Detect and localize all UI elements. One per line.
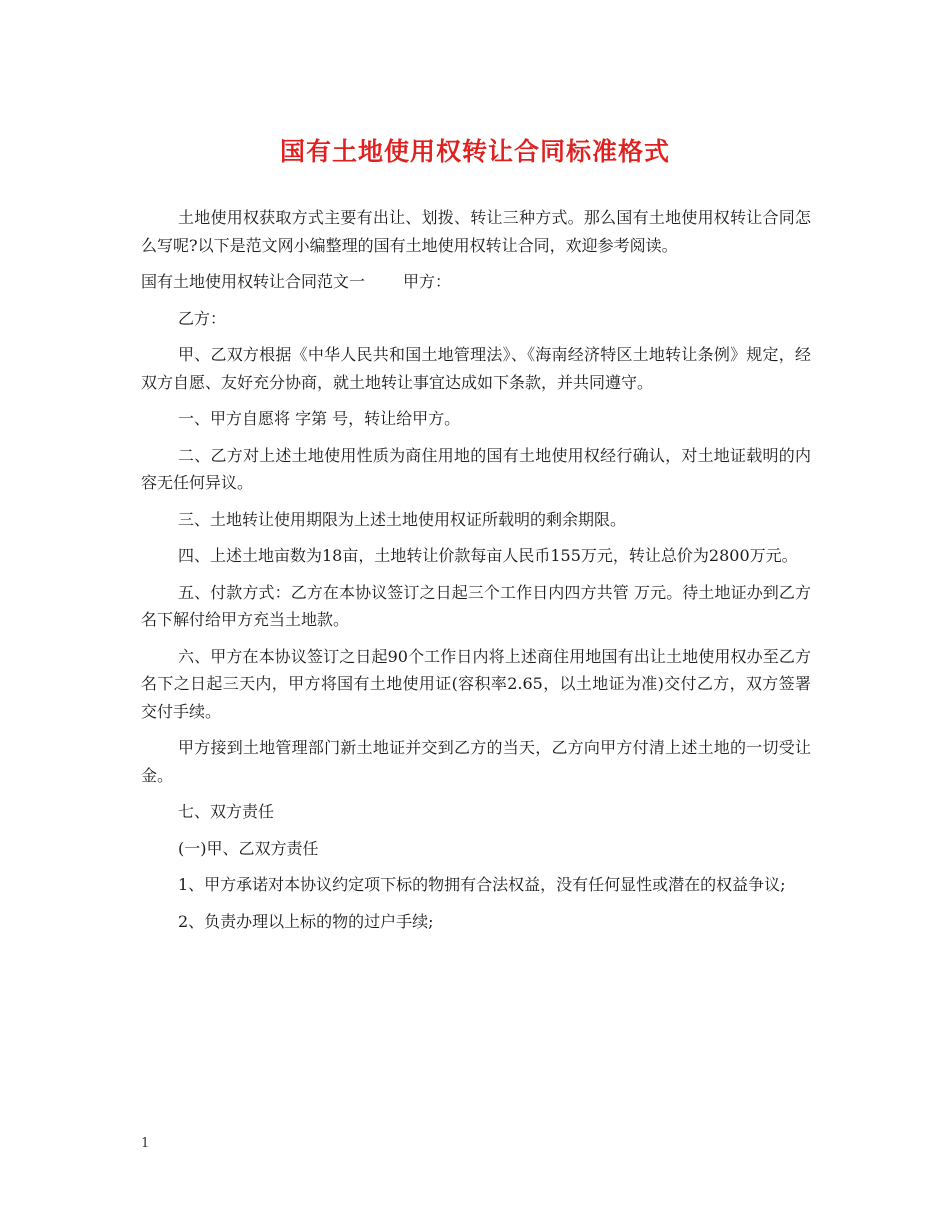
clause-7-item-1: 1、甲方承诺对本协议约定项下标的物拥有合法权益，没有任何显性或潜在的权益争议; (178, 875, 786, 894)
clause-2: 二、乙方对上述土地使用性质为商住用地的国有土地使用权经行确认，对土地证载明的内容无任何异议。 (141, 445, 811, 492)
clause-6-followup: 甲方接到土地管理部门新土地证并交到乙方的当天，乙方向甲方付清上述土地的一切受让金。 (141, 738, 811, 785)
clause-7-heading: 七、双方责任 (178, 802, 275, 821)
page-number: 1 (141, 1136, 150, 1151)
clause-1: 一、甲方自愿将 字第 号，转让给甲方。 (178, 409, 461, 428)
clause-7-item-2: 2、负责办理以上标的物的过户手续; (178, 911, 434, 931)
clause-6: 六、甲方在本协议签订之日起90个工作日内将上述商住用地国有出让土地使用权办至乙方名下之日起三天内，甲方将国有土地使用证(容积率2.65，以土地证为准)交付乙方，双方签署交付手续。 (141, 646, 811, 721)
sample-heading: 国有土地使用权转让合同范文一 (141, 272, 366, 291)
clause-3: 三、土地转让使用期限为上述土地使用权证所载明的剩余期限。 (178, 509, 627, 529)
clause-4: 四、上述土地亩数为18亩，土地转让价款每亩人民币155万元，转让总价为2800万元。 (178, 546, 798, 565)
clause-7-sub-heading: (一)甲、乙双方责任 (178, 838, 319, 858)
clause-5: 五、付款方式：乙方在本协议签订之日起三个工作日内四方共管 万元。待土地证办到乙方名下解付给甲方充当土地款。 (141, 582, 811, 629)
sample-heading-line (141, 268, 811, 296)
party-a-label: 甲方： (403, 272, 452, 291)
document-title: 国有土地使用权转让合同标准格式 (279, 137, 670, 166)
paragraph-intro: 土地使用权获取方式主要有出让、划拨、转让三种方式。那么国有土地使用权转让合同怎么写呢?以下是范文网小编整理的国有土地使用权转让合同，欢迎参考阅读。 (141, 208, 811, 255)
paragraph-basis: 甲、乙双方根据《中华人民共和国土地管理法》、《海南经济特区土地转让条例》规定，经双方自愿、友好充分协商，就土地转让事宜达成如下条款，并共同遵守。 (141, 345, 811, 392)
party-b-label: 乙方： (178, 308, 227, 328)
document-body (141, 204, 811, 944)
